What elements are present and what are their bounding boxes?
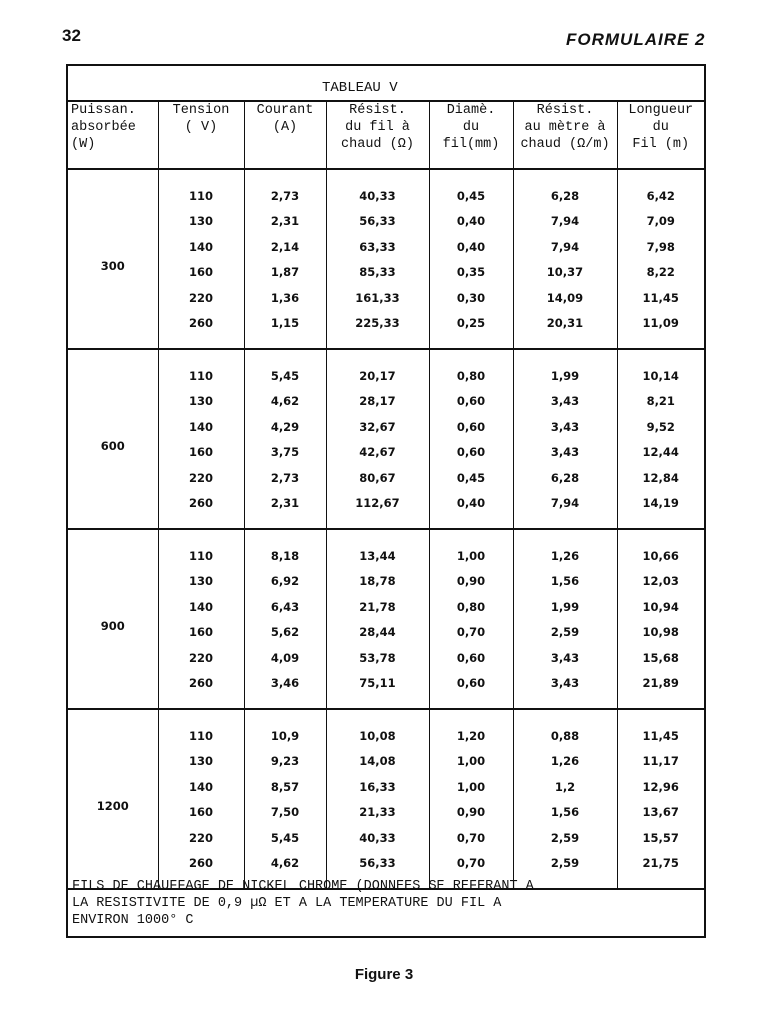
- hot-resistance-cell: 14,08: [326, 749, 429, 775]
- wire-length-cell: 10,98: [642, 625, 679, 640]
- table-footnote: [72, 878, 702, 929]
- wire-length-cell: 7,09: [646, 214, 675, 229]
- voltage-cell: 160: [158, 440, 244, 466]
- voltage-cell: 140: [158, 594, 244, 620]
- diameter-cell: 0,45: [429, 465, 513, 491]
- table-row: [68, 774, 704, 800]
- table-row: [68, 285, 704, 311]
- hot-resistance-cell: 18,78: [326, 569, 429, 595]
- current-cell: 8,18: [244, 529, 326, 569]
- voltage-cell: 140: [158, 774, 244, 800]
- resistance-per-metre-cell: 3,43: [513, 645, 617, 671]
- header-line: Résist.: [536, 103, 594, 118]
- table-row: [68, 349, 704, 389]
- header-line: au mètre à: [524, 120, 606, 135]
- table-row: [68, 260, 704, 286]
- header-line: du: [462, 120, 480, 135]
- table-row: [68, 440, 704, 466]
- table-row: [68, 749, 704, 775]
- diameter-cell: 1,00: [429, 774, 513, 800]
- voltage-cell: 110: [158, 709, 244, 749]
- column-header-power: [68, 100, 158, 169]
- wire-length-cell: 11,45: [642, 290, 679, 305]
- diameter-cell: 0,25: [429, 311, 513, 350]
- header-line: chaud (Ω/m): [520, 137, 610, 152]
- diameter-cell: 0,60: [429, 671, 513, 710]
- diameter-cell: 0,90: [429, 800, 513, 826]
- voltage-cell: 140: [158, 414, 244, 440]
- tableau-v: [66, 64, 706, 938]
- voltage-cell: 160: [158, 800, 244, 826]
- table-title: TABLEAU V: [322, 80, 398, 96]
- current-cell: 8,57: [244, 774, 326, 800]
- table-row: [68, 569, 704, 595]
- hot-resistance-cell: 20,17: [326, 349, 429, 389]
- current-cell: 5,62: [244, 620, 326, 646]
- diameter-cell: 0,60: [429, 389, 513, 415]
- diameter-cell: 1,00: [429, 529, 513, 569]
- resistance-per-metre-cell: 6,28: [513, 465, 617, 491]
- wire-length-cell: 21,75: [617, 851, 704, 890]
- table-row: [68, 671, 704, 710]
- hot-resistance-cell: 56,33: [326, 851, 429, 890]
- header-line: Tension: [172, 103, 230, 118]
- footnote-line: FILS DE CHAUFFAGE DE NICKEL CHROME (DONNEES SE REFERANT A: [72, 879, 534, 894]
- wire-length-cell: 8,21: [646, 394, 675, 409]
- resistance-per-metre-cell: 7,94: [513, 234, 617, 260]
- hot-resistance-cell: 40,33: [326, 825, 429, 851]
- current-cell: 6,92: [244, 569, 326, 595]
- wire-length-cell: 6,42: [646, 188, 675, 203]
- header-line: (A): [272, 120, 298, 135]
- resistance-per-metre-cell: 2,59: [513, 825, 617, 851]
- column-header-hot-resistance: [326, 100, 429, 169]
- voltage-cell: 130: [158, 749, 244, 775]
- header-line: fil(mm): [442, 137, 500, 152]
- diameter-cell: 0,70: [429, 620, 513, 646]
- wire-length-cell: 10,94: [642, 599, 679, 614]
- hot-resistance-cell: 32,67: [326, 414, 429, 440]
- wire-length-cell: 12,44: [642, 445, 679, 460]
- voltage-cell: 110: [158, 169, 244, 209]
- resistance-per-metre-cell: 2,59: [513, 620, 617, 646]
- current-cell: 2,14: [244, 234, 326, 260]
- current-cell: 4,09: [244, 645, 326, 671]
- resistance-per-metre-cell: 3,43: [513, 671, 617, 710]
- voltage-cell: 140: [158, 234, 244, 260]
- table-title-bar: [68, 66, 704, 102]
- voltage-cell: 160: [158, 260, 244, 286]
- diameter-cell: 0,40: [429, 491, 513, 530]
- header-line: Fil (m): [632, 137, 690, 152]
- wire-length-cell: 13,67: [642, 805, 679, 820]
- header-line: Longueur: [628, 103, 694, 118]
- header-line: Puissan.: [71, 103, 136, 118]
- voltage-cell: 260: [158, 851, 244, 890]
- wire-length-cell: 14,19: [617, 491, 704, 530]
- header-line: Diamè.: [446, 103, 496, 118]
- table-row: [68, 414, 704, 440]
- diameter-cell: 0,80: [429, 349, 513, 389]
- hot-resistance-cell: 63,33: [326, 234, 429, 260]
- wire-length-cell: 11,17: [642, 754, 679, 769]
- table-row: [68, 389, 704, 415]
- current-cell: 4,62: [244, 851, 326, 890]
- current-cell: 2,31: [244, 491, 326, 530]
- running-title: FORMULAIRE 2: [566, 30, 706, 49]
- diameter-cell: 0,60: [429, 440, 513, 466]
- diameter-cell: 0,60: [429, 414, 513, 440]
- table-row: [68, 709, 704, 749]
- wire-length-cell: 15,57: [642, 830, 679, 845]
- resistance-per-metre-cell: 0,88: [513, 709, 617, 749]
- diameter-cell: 0,35: [429, 260, 513, 286]
- diameter-cell: 0,60: [429, 645, 513, 671]
- table-body: [68, 169, 704, 889]
- column-header-voltage: [158, 100, 244, 169]
- voltage-cell: 110: [158, 529, 244, 569]
- resistance-per-metre-cell: 7,94: [513, 209, 617, 235]
- power-group-cell: 600: [68, 349, 158, 529]
- power-group-cell: 900: [68, 529, 158, 709]
- diameter-cell: 0,80: [429, 594, 513, 620]
- footnote-line: LA RESISTIVITE DE 0,9 µΩ ET A LA TEMPERATURE DU FIL A: [72, 896, 502, 911]
- table-row: [68, 209, 704, 235]
- column-header-current: [244, 100, 326, 169]
- wire-length-cell: 11,09: [617, 311, 704, 350]
- voltage-cell: 220: [158, 825, 244, 851]
- current-cell: 4,29: [244, 414, 326, 440]
- current-cell: 4,62: [244, 389, 326, 415]
- footnote-line: ENVIRON 1000° C: [72, 913, 194, 928]
- table-row: [68, 825, 704, 851]
- hot-resistance-cell: 21,78: [326, 594, 429, 620]
- diameter-cell: 0,45: [429, 169, 513, 209]
- hot-resistance-cell: 112,67: [326, 491, 429, 530]
- resistance-per-metre-cell: 3,43: [513, 389, 617, 415]
- table-row: [68, 169, 704, 209]
- current-cell: 1,15: [244, 311, 326, 350]
- diameter-cell: 0,40: [429, 209, 513, 235]
- header-line: du fil à: [345, 120, 410, 135]
- hot-resistance-cell: 85,33: [326, 260, 429, 286]
- current-cell: 3,75: [244, 440, 326, 466]
- hot-resistance-cell: 80,67: [326, 465, 429, 491]
- wire-length-cell: 11,45: [642, 728, 679, 743]
- wire-length-cell: 10,66: [642, 548, 679, 563]
- diameter-cell: 0,30: [429, 285, 513, 311]
- column-header-diameter: [429, 100, 513, 169]
- resistance-per-metre-cell: 3,43: [513, 440, 617, 466]
- wire-length-cell: 12,96: [642, 779, 679, 794]
- table-row: [68, 311, 704, 350]
- column-header-resistance-per-metre: [513, 100, 617, 169]
- hot-resistance-cell: 53,78: [326, 645, 429, 671]
- header-line: Résist.: [349, 103, 406, 118]
- diameter-cell: 0,70: [429, 851, 513, 890]
- hot-resistance-cell: 56,33: [326, 209, 429, 235]
- resistance-per-metre-cell: 14,09: [513, 285, 617, 311]
- column-header-row: [68, 100, 704, 169]
- table-row: [68, 234, 704, 260]
- table-row: [68, 594, 704, 620]
- hot-resistance-cell: 75,11: [326, 671, 429, 710]
- resistance-per-metre-cell: 2,59: [513, 851, 617, 890]
- wire-length-cell: 7,98: [646, 239, 675, 254]
- voltage-cell: 220: [158, 465, 244, 491]
- resistance-per-metre-cell: 1,26: [513, 749, 617, 775]
- voltage-cell: 260: [158, 491, 244, 530]
- wire-length-cell: 15,68: [642, 650, 679, 665]
- wire-length-cell: 9,52: [646, 419, 675, 434]
- table-row: [68, 529, 704, 569]
- voltage-cell: 130: [158, 389, 244, 415]
- table-row: [68, 645, 704, 671]
- column-header-wire-length: [617, 100, 704, 169]
- current-cell: 2,73: [244, 465, 326, 491]
- table-row: [68, 491, 704, 530]
- current-cell: 2,73: [244, 169, 326, 209]
- hot-resistance-cell: 13,44: [326, 529, 429, 569]
- hot-resistance-cell: 161,33: [326, 285, 429, 311]
- voltage-cell: 160: [158, 620, 244, 646]
- current-cell: 5,45: [244, 825, 326, 851]
- header-line: (W): [71, 137, 96, 152]
- power-group-cell: 1200: [68, 709, 158, 889]
- current-cell: 1,36: [244, 285, 326, 311]
- wire-length-cell: 21,89: [617, 671, 704, 710]
- resistance-per-metre-cell: 10,37: [513, 260, 617, 286]
- diameter-cell: 0,90: [429, 569, 513, 595]
- hot-resistance-cell: 10,08: [326, 709, 429, 749]
- resistance-per-metre-cell: 7,94: [513, 491, 617, 530]
- current-cell: 10,9: [244, 709, 326, 749]
- wire-length-cell: 8,22: [646, 265, 675, 280]
- resistance-per-metre-cell: 1,2: [513, 774, 617, 800]
- current-cell: 9,23: [244, 749, 326, 775]
- table-row: [68, 800, 704, 826]
- current-cell: 3,46: [244, 671, 326, 710]
- voltage-cell: 260: [158, 311, 244, 350]
- table-row: [68, 465, 704, 491]
- header-line: chaud (Ω): [341, 137, 414, 152]
- resistance-per-metre-cell: 1,56: [513, 800, 617, 826]
- resistance-per-metre-cell: 20,31: [513, 311, 617, 350]
- voltage-cell: 220: [158, 285, 244, 311]
- wire-length-cell: 10,14: [642, 368, 679, 383]
- voltage-cell: 260: [158, 671, 244, 710]
- resistance-per-metre-cell: 1,26: [513, 529, 617, 569]
- figure-caption: Figure 3: [354, 966, 414, 983]
- page-number: 32: [62, 26, 81, 45]
- hot-resistance-cell: 40,33: [326, 169, 429, 209]
- voltage-cell: 130: [158, 209, 244, 235]
- resistance-per-metre-cell: 1,56: [513, 569, 617, 595]
- resistance-per-metre-cell: 6,28: [513, 169, 617, 209]
- diameter-cell: 0,40: [429, 234, 513, 260]
- hot-resistance-cell: 21,33: [326, 800, 429, 826]
- diameter-cell: 1,00: [429, 749, 513, 775]
- current-cell: 2,31: [244, 209, 326, 235]
- hot-resistance-cell: 42,67: [326, 440, 429, 466]
- voltage-cell: 220: [158, 645, 244, 671]
- resistance-per-metre-cell: 1,99: [513, 349, 617, 389]
- voltage-cell: 130: [158, 569, 244, 595]
- resistance-per-metre-cell: 3,43: [513, 414, 617, 440]
- header-line: du: [652, 120, 669, 135]
- hot-resistance-cell: 16,33: [326, 774, 429, 800]
- diameter-cell: 0,70: [429, 825, 513, 851]
- wire-length-cell: 12,03: [642, 574, 679, 589]
- power-group-cell: 300: [68, 169, 158, 349]
- data-table: [68, 100, 704, 890]
- current-cell: 6,43: [244, 594, 326, 620]
- current-cell: 5,45: [244, 349, 326, 389]
- wire-length-cell: 12,84: [642, 470, 679, 485]
- hot-resistance-cell: 28,44: [326, 620, 429, 646]
- resistance-per-metre-cell: 1,99: [513, 594, 617, 620]
- hot-resistance-cell: 225,33: [326, 311, 429, 350]
- table-row: [68, 620, 704, 646]
- current-cell: 1,87: [244, 260, 326, 286]
- current-cell: 7,50: [244, 800, 326, 826]
- header-line: Courant: [256, 103, 314, 118]
- diameter-cell: 1,20: [429, 709, 513, 749]
- voltage-cell: 110: [158, 349, 244, 389]
- header-line: ( V): [184, 120, 218, 135]
- header-line: absorbée: [71, 120, 136, 135]
- hot-resistance-cell: 28,17: [326, 389, 429, 415]
